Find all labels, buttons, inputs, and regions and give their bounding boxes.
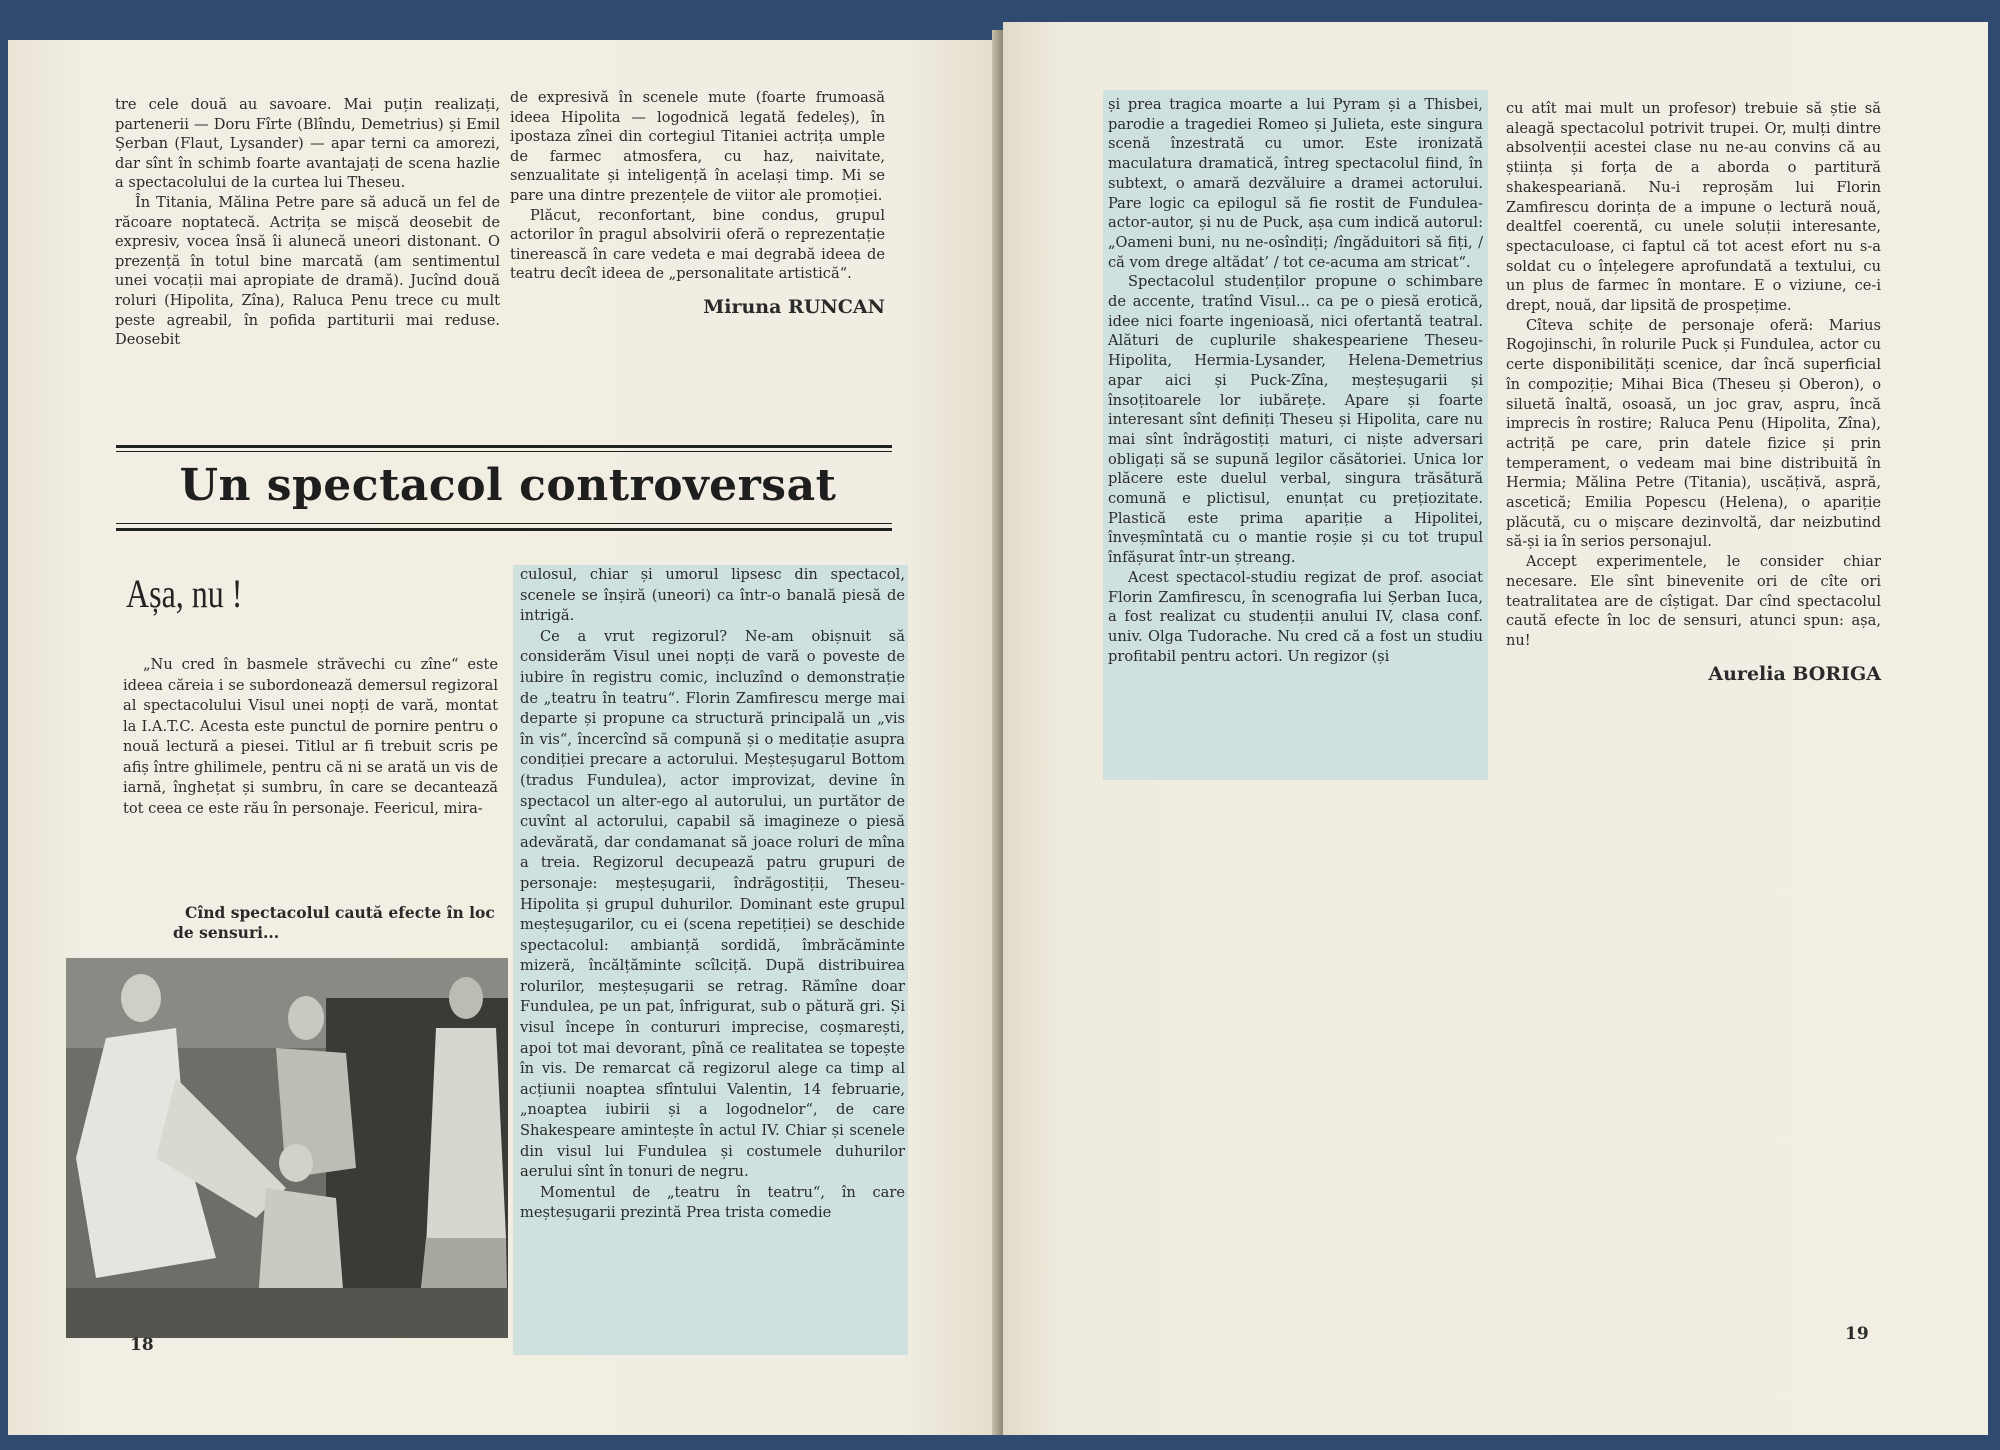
author-signature: Miruna RUNCAN bbox=[703, 295, 885, 318]
subheadline: Așa, nu ! bbox=[126, 571, 243, 616]
actors-photo-icon bbox=[66, 958, 508, 1338]
paragraph: „Nu cred în basmele străvechi cu zîne“ este ideea căreia i se subordonează demersul regizoral al spectacolului Visul unei nopți de vară, montat la I.A.T.C. Acesta este punctul de pornire pentru o nouă lectură a piesei. Titlul ar fi trebuit scris pe afiș între ghilimele, pentru că ni se arată un vis de iarnă, înghețat și sumbru, în care se decantează tot ceea ce este rău în personaje. Feericul, mira- bbox=[123, 656, 498, 817]
right-page bbox=[1003, 22, 1988, 1435]
paragraph: tre cele două au savoare. Mai puțin realizați, partenerii — Doru Fîrte (Blîndu, Demetrius) și Emil Șerban (Flaut, Lysander) — apar terni ca amorezi, dar sînt în schimb foarte avantajați de scena hazlie a spectacolului de la curtea lui Theseu. bbox=[115, 96, 500, 192]
paragraph: Accept experimentele, le consider chiar necesare. Ele sînt binevenite ori de cîte ori teatralitatea are de cîștigat. Dar cînd spectacolul caută efecte în loc de sensuri, atunci spun: așa, nu! bbox=[1506, 553, 1881, 649]
headline: Un spectacol controversat bbox=[179, 460, 837, 511]
rule bbox=[116, 523, 892, 524]
rule bbox=[116, 451, 892, 452]
author-signature: Aurelia BORIGA bbox=[1708, 662, 1881, 685]
rule bbox=[116, 528, 892, 531]
paragraph: Cîteva schițe de personaje oferă: Marius Rogojinschi, în rolurile Puck și Fundulea, actor cu certe disponibilități scenice, dar încă superficial în compoziție; Mihai Bica (Theseu și Oberon), o siluetă înaltă, osoasă, un joc grav, aspru, încă imprecis în rostire; Raluca Penu (Hipolita, Zîna), actriță pe care, prin datele fizice și prin temperament, o vedeam mai bine distribuită în Hermia; Mălina Petre (Titania), uscățivă, aspră, ascetică; Emilia Popescu (Helena), o apariție plăcută, cu o mișcare dezinvoltă, dar neizbutind să-și ia în serios personajul. bbox=[1506, 316, 1881, 551]
paragraph: culosul, chiar și umorul lipsesc din spectacol, scenele se înșiră (uneori) ca într-o banală piesă de intrigă. bbox=[520, 566, 905, 625]
right-col2 bbox=[1506, 99, 1881, 684]
paragraph: Acest spectacol-studiu regizat de prof. asociat Florin Zamfirescu, în scenografia lui Șerban Iuca, a fost realizat cu studenții anului IV, clasa conf. univ. Olga Tudorache. Nu cred că a fost un studiu profitabil pentru actori. Un regizor (și bbox=[1108, 568, 1483, 665]
left-col2-top bbox=[510, 88, 885, 318]
page-number: 19 bbox=[1845, 1324, 1869, 1344]
performance-photo bbox=[66, 958, 508, 1338]
photo-caption: Cînd spectacolul caută efecte în loc de sensuri... bbox=[173, 903, 495, 942]
left-col1-top bbox=[115, 95, 500, 350]
paragraph: Spectacolul studenților propune o schimbare de accente, tratînd Visul... ca pe o piesă erotică, idee nici foarte ingenioasă, nici ofertantă teatral. Alături de cuplurile shakespeariene Theseu-Hipolita, Hermia-Lysander, Helena-Demetrius apar aici și Puck-Zîna, meșteșugarii și însoțitoarele lor iubărețe. Apare și foarte interesant sînt definiți Theseu și Hipolita, care nu mai sînt îndrăgostiți maturi, ci niște adversari obligați să se supună legilor căsătoriei. Unica lor plăcere este duelul verbal, singura trăsătură comună e plictisul, enunțat cu prețiozitate. Plastică este prima apariție a Hipolitei, înveșmîntată cu o mantie roșie și cu tot trupul înfășurat într-un ștreang. bbox=[1108, 273, 1483, 567]
paragraph: Momentul de „teatru în teatru“, în care meșteșugarii prezintă Prea trista comedie bbox=[520, 1183, 905, 1222]
paragraph: În Titania, Mălina Petre pare să aducă un fel de răcoare noptatecă. Actrița se mișcă deosebit de expresiv, vocea însă îi alunecă uneori distonant. O prezență în totul bine marcată (am sentimentul unei vocații mai apropiate de dramă). Jucînd două roluri (Hipolita, Zîna), Raluca Penu trece cu mult peste agreabil, în pofida partiturii mai reduse. Deosebit bbox=[115, 193, 500, 349]
left-page bbox=[8, 40, 1000, 1435]
paragraph: de expresivă în scenele mute (foarte frumoasă ideea Hipolita — logodnică legată fedeleș), în ipostaza zînei din cortegiul Titaniei actrița umple de farmec atmosfera, cu haz, naivitate, senzualitate și inteligență în același timp. Mi se pare una dintre prezențele de viitor ale promoției. bbox=[510, 89, 885, 204]
paragraph: Ce a vrut regizorul? Ne-am obișnuit să considerăm Visul unei nopți de vară o poveste de iubire în registru comic, incluzînd o demonstrație de „teatru în teatru“. Florin Zamfirescu merge mai departe și propune ca structură principală un „vis în vis“, încercînd să compună și o meditație asupra condiției precare a actorului. Meșteșugarul Bottom (tradus Fundulea), actor improvizat, devine în spectacol un alter-ego al autorului, un purtător de cuvînt al actorului, capabil să imagineze o piesă adevărată, dar condamanat să joace roluri de mîna a treia. Regizorul decupează patru grupuri de personaje: meșteșugarii, îndrăgostiții, Theseu-Hipolita și grupul duhurilor. Dominant este grupul meșteșugarilor, cu ei (scena repetiției) se deschide spectacolul: ambianță sordidă, îmbrăcăminte mizeră, încălțăminte scîlciță. După distribuirea rolurilor, meșteșugarii se retrag. Rămîne doar Fundulea, pe un pat, înfrigurat, sub o pătură gri. Și visul începe în contururi imprecise, coșmarești, apoi tot mai devorant, pînă ce realitatea se topește în vis. De remarcat că regizorul alege ca timp al acțiunii noaptea sfîntului Valentin, 14 februarie, „noaptea iubirii și a logodnelor“, de care Shakespeare amintește în actul IV. Chiar și scenele din visul lui Fundulea și costumele duhurilor aerului sînt în tonuri de negru. bbox=[520, 627, 905, 1181]
paragraph: cu atît mai mult un profesor) trebuie să știe să aleagă spectacolul potrivit trupei. Or, mulți dintre absolvenții acestei clase nu ne-au convins că au știința și forța de a aborda o partitură shakespeariană. Nu-i reproșăm lui Florin Zamfirescu dorința de a impune o lectură nouă, dealtfel coerentă, cu unele soluții interesante, spectaculoase, ci faptul că tot acest efort nu s-a soldat cu o înțelegere aprofundată a textului, cu un plus de farmec în montare. E o viziune, ce-i drept, nouă, dar lipsită de prospețime. bbox=[1506, 100, 1881, 315]
paragraph: Plăcut, reconfortant, bine condus, grupul actorilor în pragul absolvirii oferă o reprezentație tinerească în care vedeta e mai degrabă ideea de teatru decît ideea de „personalitate artistică“. bbox=[510, 206, 885, 283]
left-col2-bottom bbox=[520, 565, 905, 1224]
page-number: 18 bbox=[130, 1335, 154, 1355]
paragraph: și prea tragica moarte a lui Pyram și a Thisbei, parodie a tragediei Romeo și Julieta, este singura scenă înzestrată cu umor. Este ironizată maculatura dramatică, întreg spectacolul fiind, în subtext, o amară dezvăluire a dramei actorului. Pare logic ca epilogul să fie rostit de Fundulea-actor-autor, și nu de Puck, așa cum indică autorul: „Oameni buni, nu ne-osîndiți; /îngăduitori să fiți, / că vom drege altădat’ / tot ce-acuma am stricat“. bbox=[1108, 96, 1483, 271]
right-col1 bbox=[1108, 95, 1483, 666]
left-col1-bottom bbox=[123, 655, 498, 819]
rule bbox=[116, 445, 892, 448]
